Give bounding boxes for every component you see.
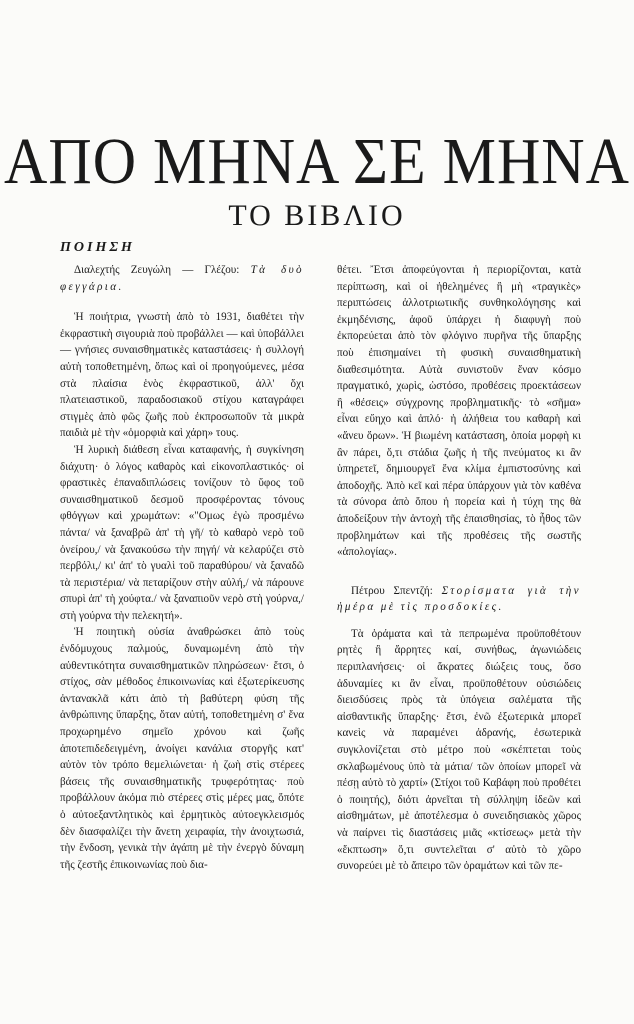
review-heading [60,262,304,295]
review-book-title: Τὰ δυὸ φεγγάρια. [60,264,305,293]
paragraph: θέτει. Ἔτσι ἀποφεύγονται ἡ περιορίζονται, κατὰ περίπτωση, καὶ οἱ ἠθελημένες ἢ μὴ «τραγικὲς» περιπτώσεις ἀλλοτριωτικῆς συνθηκολόγησης καὶ ἐκμηδένισης, ἀφοῦ ὑπάρχει ἡ διαφυγὴ ποὺ ἐκπορεύεται ἀπὸ τὸν φλόγινο πυρῆνα τῆς ὕπαρξης ποὺ ἐπισημαίνει τὴ φυσικὴ συναισθηματικὴ διαθεσιμότητα. Αὐτὰ συνιστοῦν ἕναν κόσμο πραγματικό, χωρὶς, ὡστόσο, προθέσεις προεκτάσεων ἢ «θέσεις» σύγχρονης προβληματικῆς· τὸ «σῆμα» εἶναι εὔηχο καὶ ἁπλό· ἡ ἀλήθεια του καθαρὴ καὶ «ἄνευ ὅρων». Ἡ βιωμένη κατάσταση, ὁποία μορφὴ κι ἂν πάρει, ὅ,τι στάδια ζωῆς ἡ τῆς πνεύματος κι ἂν ὑπηρετεῖ, δημιουργεῖ ἕνα κλίμα ἐμπιστοσύνης καὶ ἀποδοχῆς. Ἀπὸ κεῖ καὶ πέρα ὑπάρχουν γιὰ τὸν καθένα τὰ σύνορα ἀπὸ ὅπου ἡ πορεία καὶ ἡ τύχη της θὰ ἀποδείξουν τὴν ἀντοχὴ τῆς ἐπαισθησίας, τὸ ἦθος τῶν προβλημάτων καὶ τῆς προθέσεις τῆς σωστῆς «ἀπολογίας». [337,264,581,559]
review-author: Διαλεχτής Ζευγώλη — Γλέζου: [74,264,240,276]
review-heading [337,583,581,616]
review-author: Πέτρου Σπεντζή: [351,584,433,597]
review-book-title: Στορίσματα γιὰ τὴν ἡμέρα μὲ τὶς προσδοκίες. [337,584,581,614]
right-column [337,262,581,875]
paragraph: Τὰ ὁράματα καὶ τὰ πεπρωμένα προϋποθέτουν ρητὲς ἢ ἄρρητες καί, συνήθως, ἀγωνιώδεις περιπλανήσεις· οἱ ἄκρατες διώξεις τους, ὅσο ἀδυναμίες κι ἂν εἶναι, προϋποθέτουν οὐσιώδεις διεισδύσεις πρὸς τὰ ὑπόγεια σαλέματα τῆς αἰσθαντικῆς ὕπαρξης· ἔτσι, ἐνῶ ἐξωτερικὰ μπορεῖ κανεὶς νὰ παραμένει ἀδρανής, ἐσωτερικὰ συγκλονίζεται στὸ μέτρο ποὺ «σκέπτεται τοὺς σκλαβωμένους ὑπὸ τὰ μάτια/ τῶν ὁποίων μπορεῖ νὰ πέσῃ αὐτὸ τὸ χαρτί» (Στίχοι τοῦ Καβάφη ποὺ προθέτει ὁ ποιητής), διότι ἀρνεῖται τὴ σύλληψη ἰδεῶν καὶ αἰσθημάτων, μὲ ἀποτέλεσμα ὁ συνειδησιακὸς χῶρος νὰ παίρνει τὶς διαστάσεις μιᾶς «κτίσεως» μετὰ τὴν «ἔκπτωση» ὅ,τι συντελεῖται σ' αὐτὸ τὸ χῶρο συνορεύει μὲ τὸ ἄπειρο τῶν ὁραμάτων καὶ τῶν πε- [337,627,581,873]
left-column [60,262,304,873]
paragraph: Ἡ ποιητικὴ οὐσία ἀναθρώσκει ἀπὸ τοὺς ἐνδόμυχους παλμούς, δυναμωμένη ἀπὸ τὴν αὐθεντικότητα συναισθηματικῶν πληρώσεων· ἔτσι, ὁ στίχος, σὰν μέθοδος ἐπικοινωνίας καὶ ἐξωτερίκευσης ἀντανακλᾶ κάτι ἀπὸ τὴ βαθύτερη φύση τῆς ἀνθρώπινης ὕπαρξης, ὅταν αὐτή, τοποθετημένη σ' ἕνα προχωρημένο σημεῖο χρόνου καὶ ζωῆς ἀποτεπιδεδειγμένη, ἀνοίγει κανάλια στοργῆς κατ' αὐτὸν τὸν τρόπο θεμελιώνεται· ἡ ζωὴ στὶς στέρεες βάσεις τῆς συναισθηματικῆς τρυφερότητας· ποὺ προβάλλουν ἀκόμα πιὸ στέρεες στὶς μέρες μας, ὅπότε ὁ αὐτοεξαντλητικὸς καὶ ἑρμητικὸς αὐτοεγκλεισμός δὲν διασφαλίζει τὴν ἄνετη χειραφία, τὴν ἀνοιχτωσιά, τὴν ἔνδοση, γενικὰ τὴν ἀγάπη μὲ τὴν ἐνεργὸ δύναμη τῆς ζεστῆς ἐπικοινωνίας ποὺ δια- [60,626,304,871]
page-title: ΑΠΟ ΜΗΝΑ ΣΕ ΜΗΝΑ [4,124,630,198]
section-heading: ΠΟΙΗΣΗ [60,240,135,255]
paragraph: Ἡ λυρικὴ διάθεση εἶναι καταφανής, ἡ συγκίνηση διάχυτη· ὁ λόγος καθαρὸς καὶ εἰκονοπλαστικός· οἱ φραστικὲς ἐπαναδιπλώσεις τονίζουν τὸ ὕφος τοῦ συναισθηματικοῦ δεσμοῦ προσφέροντας τόνους φθόγγων καὶ χρωμάτων: «"Ομως ἐγὼ προσμένω πάντα/ νὰ ξαναβρῶ ἀπ' τὴ γῆ/ τὸ καθαρὸ νερὸ τοῦ ὀνείρου,/ νὰ ξανακούσω τὴν πηγή/ νὰ κελαρύζει στὸ περβόλι,/ κι' ἀπ' τὸ γυαλὶ τοῦ παραθύρου/ νὰ ξαναδῶ τὰ περιστέρια/ νὰ πεταρίζουν στὴν αὐλή,/ νὰ πάρουνε σπυρὶ ἀπ' τὴ χούφτα./ νὰ ξαναπιοῦν νερὸ στὴ γούρνα,/ στὴ γούρνα τὴν πελεκητή». [60,443,304,622]
paragraph: Ἡ ποιήτρια, γνωστὴ ἀπὸ τὸ 1931, διαθέτει τὴν ἐκφραστικὴ σιγουριὰ ποὺ προβάλλει — καὶ ὑποβάλλει — γνήσιες συναισθηματικὲς καταστάσεις· ἡ συλλογή αὐτὴ τοποθετημένη, ὅπως καὶ οἱ προηγούμενες, μέσα στὰ πλαίσια ἑνὸς ἐκφραστικοῦ, ἀλλ' ὄχι πλατειαστικοῦ, παραδοσιακοῦ στίχου καταγράφει στιγμὲς ἀπὸ φῶς ζωῆς ποὺ ἐκπροσωποῦν τὰ μικρὰ παιδιὰ μὲ τὴν «ὀμορφιὰ καὶ χάρη» τους. [60,311,304,440]
page-subtitle: ΤΟ ΒΙΒΛΙΟ [228,199,406,232]
